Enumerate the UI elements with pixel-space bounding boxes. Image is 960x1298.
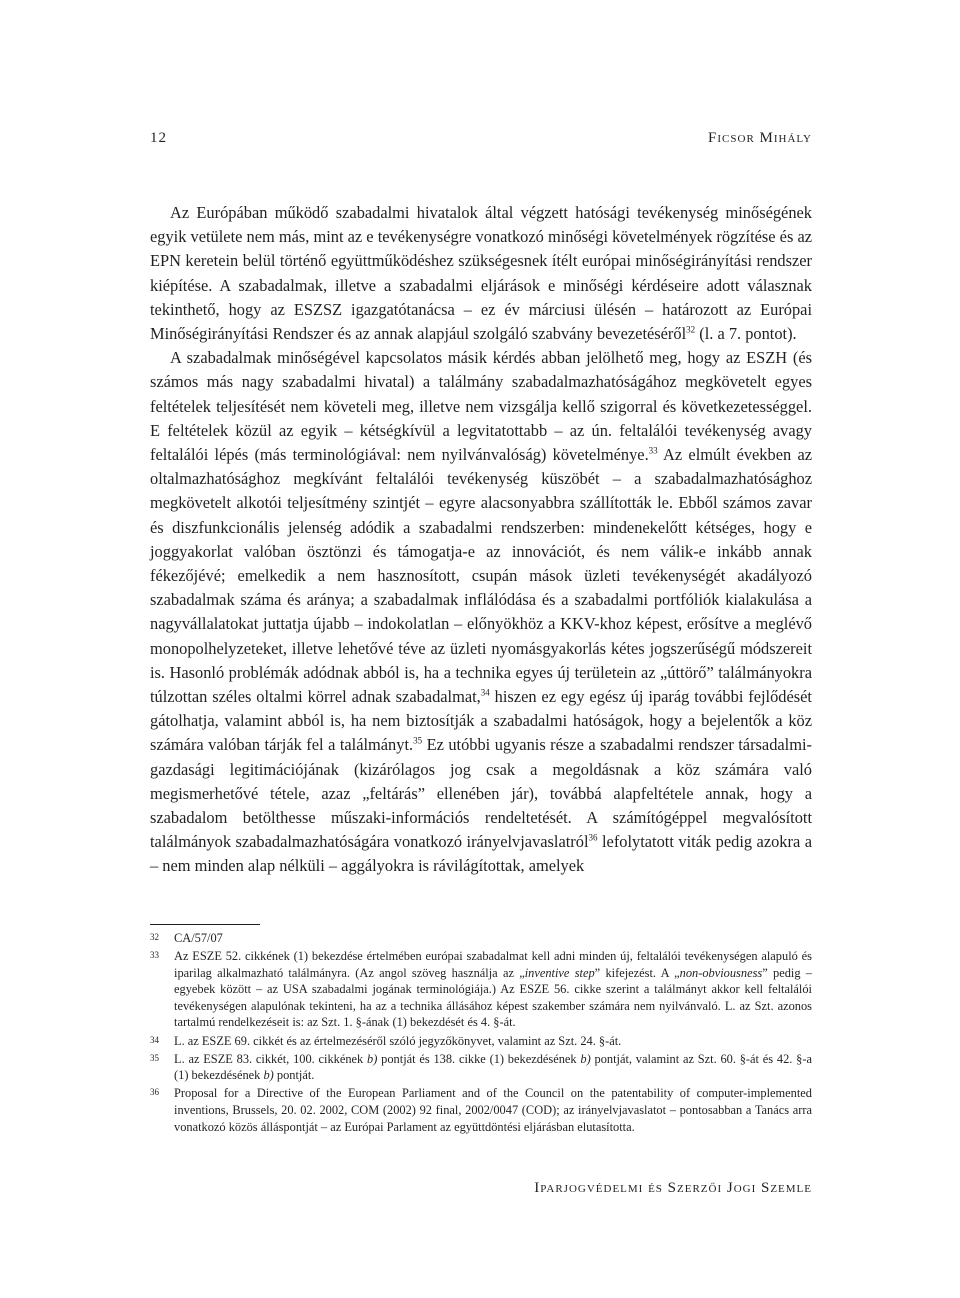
footnote-ref-36[interactable]: 36 [588, 832, 598, 843]
footnote-number: 36 [150, 1087, 159, 1098]
running-head-author: Ficsor Mihály [708, 130, 812, 146]
footnote-italic-term: b) [367, 1051, 378, 1066]
footnote-ref-33[interactable]: 33 [648, 445, 658, 456]
footnote-ref-32[interactable]: 32 [686, 324, 696, 335]
paragraph-2-part-4: Ez utóbbi ugyanis része a szabadalmi rendszer társadalmi-gazdasági legitimációjának (kizárólagos jog csak a megoldásnak a köz számára való megismerhetővé tétele, azaz „feltárás” ellenében jár), továbbá alapfeltétele annak, hogy a szabadalom betölthesse műszaki-információs rendeltetését. A számítógéppel megvalósított találmányok szabadalmazhatóságára vonatkozó irányelvjavaslatról [150, 735, 812, 852]
footnote-number: 35 [150, 1052, 159, 1063]
footnote-separator [150, 924, 260, 925]
footnote-text: Proposal for a Directive of the European Parliament and of the Council on the patentability of computer-implemented inventions, Brussels, 20. 02. 2002, COM (2002) 92 final, 2002/0047 (COD); az irányelvjavaslatot – pontosabban a Tanács arra vonatkozó közös álláspontját – az Európai Parlament az együttdöntési eljárásban elutasította. [174, 1086, 812, 1134]
footnote-text: pontját és 138. cikke (1) bekezdésének [377, 1051, 581, 1066]
footnote-36 [150, 1085, 812, 1135]
footnote-italic-term: b) [580, 1051, 591, 1066]
page-footer-journal: Iparjogvédelmi és Szerzői Jogi Szemle [534, 1180, 812, 1196]
footnote-ref-34[interactable]: 34 [480, 687, 490, 698]
paragraph-1-serif-part: A szabadalmak, illetve a szabadalmi eljárások e minőségi kérdéseire adott válasznak tekinthető, hogy az ESZSZ igazgatótanácsa – ez év márciusi ülésén – határozott az Európai Minőségirányítási Rendszer és az annak alapjául szolgáló szabvány bevezetéséről [150, 275, 812, 344]
paragraph-1-sans-part: Az Európában működő szabadalmi hivatalok által végzett hatósági tevékenység minőségének egyik vetülete nem más, mint az e tevékenységre vonatkozó minőségi követelmények rögzítése és az EPN keretein belül történő együttműködéshez szükségesnek ítélt európai minőségirányítási rendszer kiépítése. [150, 203, 812, 295]
paragraph-2-part-2: Az elmúlt években az oltalmazhatósághoz megkívánt feltalálói tevékenység küszöbét – a szabadalmazhatósághoz megkövetelt alkotói teljesítmény szintjét – egyre alacsonyabbra szállították le. Ebből számos zavar és diszfunkcionális jelenség adódik a szabadalmi rendszerben: mindenekelőtt kétséges, hogy e joggyakorlat valóban ösztönzi és támogatja-e az innovációt, és nem válik-e inkább annak fékezőjévé; emelkedik a nem hasznosított, csupán mások üzleti tevékenységét akadályozó szabadalmak száma és aránya; a szabadalmak inflálódása és a szabadalmi portfóliók kialakulása a nagyvállalatokat juttatja újabb – indokolatlan – előnyökhöz a KKV-khoz képest, erősítve a meglévő monopolhelyzeteket, illetve lehetővé téve az üzleti nyomásgyakorlás kétes jogszerűségű módszereit is. Hasonló problémák adódnak abból is, ha a technika egyes új területein az „úttörő” találmányokra túlzottan széles oltalmi körrel adnak szabadalmat, [150, 445, 812, 707]
paragraph-2-part-3: hiszen ez egy egész új iparág további fejlődését gátolhatja, valamint abból is, ha nem biztosítják a szabadalmi hatóságok, hogy a bejelentők a köz számára valóban tárják fel a találmányt. [150, 687, 812, 755]
footnote-text: L. az ESZE 69. cikkét és az értelmezéséről szóló jegyzőkönyvet, valamint az Szt. 24. §-át. [174, 1033, 622, 1048]
footnote-number: 32 [150, 932, 159, 942]
footnote-italic-term: b) [263, 1068, 274, 1083]
footnote-number: 33 [150, 950, 159, 961]
paragraph-1-serif-end: (l. a 7. pontot). [695, 324, 797, 344]
footnote-text: CA/57/07 [174, 931, 223, 945]
footnote-text: pontját. [273, 1068, 315, 1083]
footnote-text: pontját, valamint az Szt. 60. §-át és 42. §-a (1) bekezdésének [174, 1051, 812, 1083]
page-header [150, 130, 812, 154]
page-number: 12 [150, 130, 167, 146]
paragraph-2-part-1: A szabadalmak minőségével kapcsolatos másik kérdés abban jelölhető meg, hogy az ESZH (és számos más nagy szabadalmi hivatal) a találmány szabadalmazhatóságához megkövetelt egyes feltételek teljesítését nem követeli meg, illetve nem vizsgálja kellő szigorral és következetességgel. E feltételek közül az egyik – kétségkívül a legvitatottabb – az ún. feltalálói tevékenység avagy feltalálói lépés (más terminológiával: nem nyilvánvalóság) követelménye. [150, 348, 812, 465]
paragraph-1 [150, 201, 812, 346]
footnote-34 [150, 1033, 812, 1050]
paragraph-2-part-5: lefolytatott viták pedig azokra a – nem minden alap nélküli – aggályokra is rávilágítottak, amelyek [150, 832, 812, 876]
footnote-text: ” pedig – egyebek között – az USA szabadalmi jogának terminológiája.) Az ESZE 56. cikke szerint a találmányt akkor kell feltalálói tevékenységen alapulónak tekinteni, ha az a technika állásához képest szakember számára nem nyilvánvaló. L. az Szt. azonos tartalmú rendelkezéseit is: az Szt. 1. §-ának (1) bekezdését és 4. §-át. [174, 965, 812, 1030]
footnote-32 [150, 930, 812, 947]
footnote-text: L. az ESZE 83. cikkét, 100. cikkének [174, 1051, 368, 1066]
footnote-33 [150, 948, 812, 1031]
footnotes [150, 930, 812, 1137]
paragraph-2 [150, 346, 812, 878]
footnote-ref-35[interactable]: 35 [413, 736, 423, 746]
footnote-text: ” kifejezést. A „ [594, 965, 680, 980]
footnote-italic-term: inventive step [524, 965, 595, 980]
footnote-number: 34 [150, 1034, 159, 1045]
footnote-text: Az ESZE 52. cikkének (1) bekezdése értelmében európai szabadalmat kell adni minden új, feltalálói tevékenységen alapuló és iparilag alkalmazható találmányra. (Az angol szöveg használja az „ [174, 949, 812, 980]
footnote-35 [150, 1051, 812, 1084]
footnote-italic-term: non-obviousness [679, 965, 763, 980]
body-text [150, 201, 812, 879]
